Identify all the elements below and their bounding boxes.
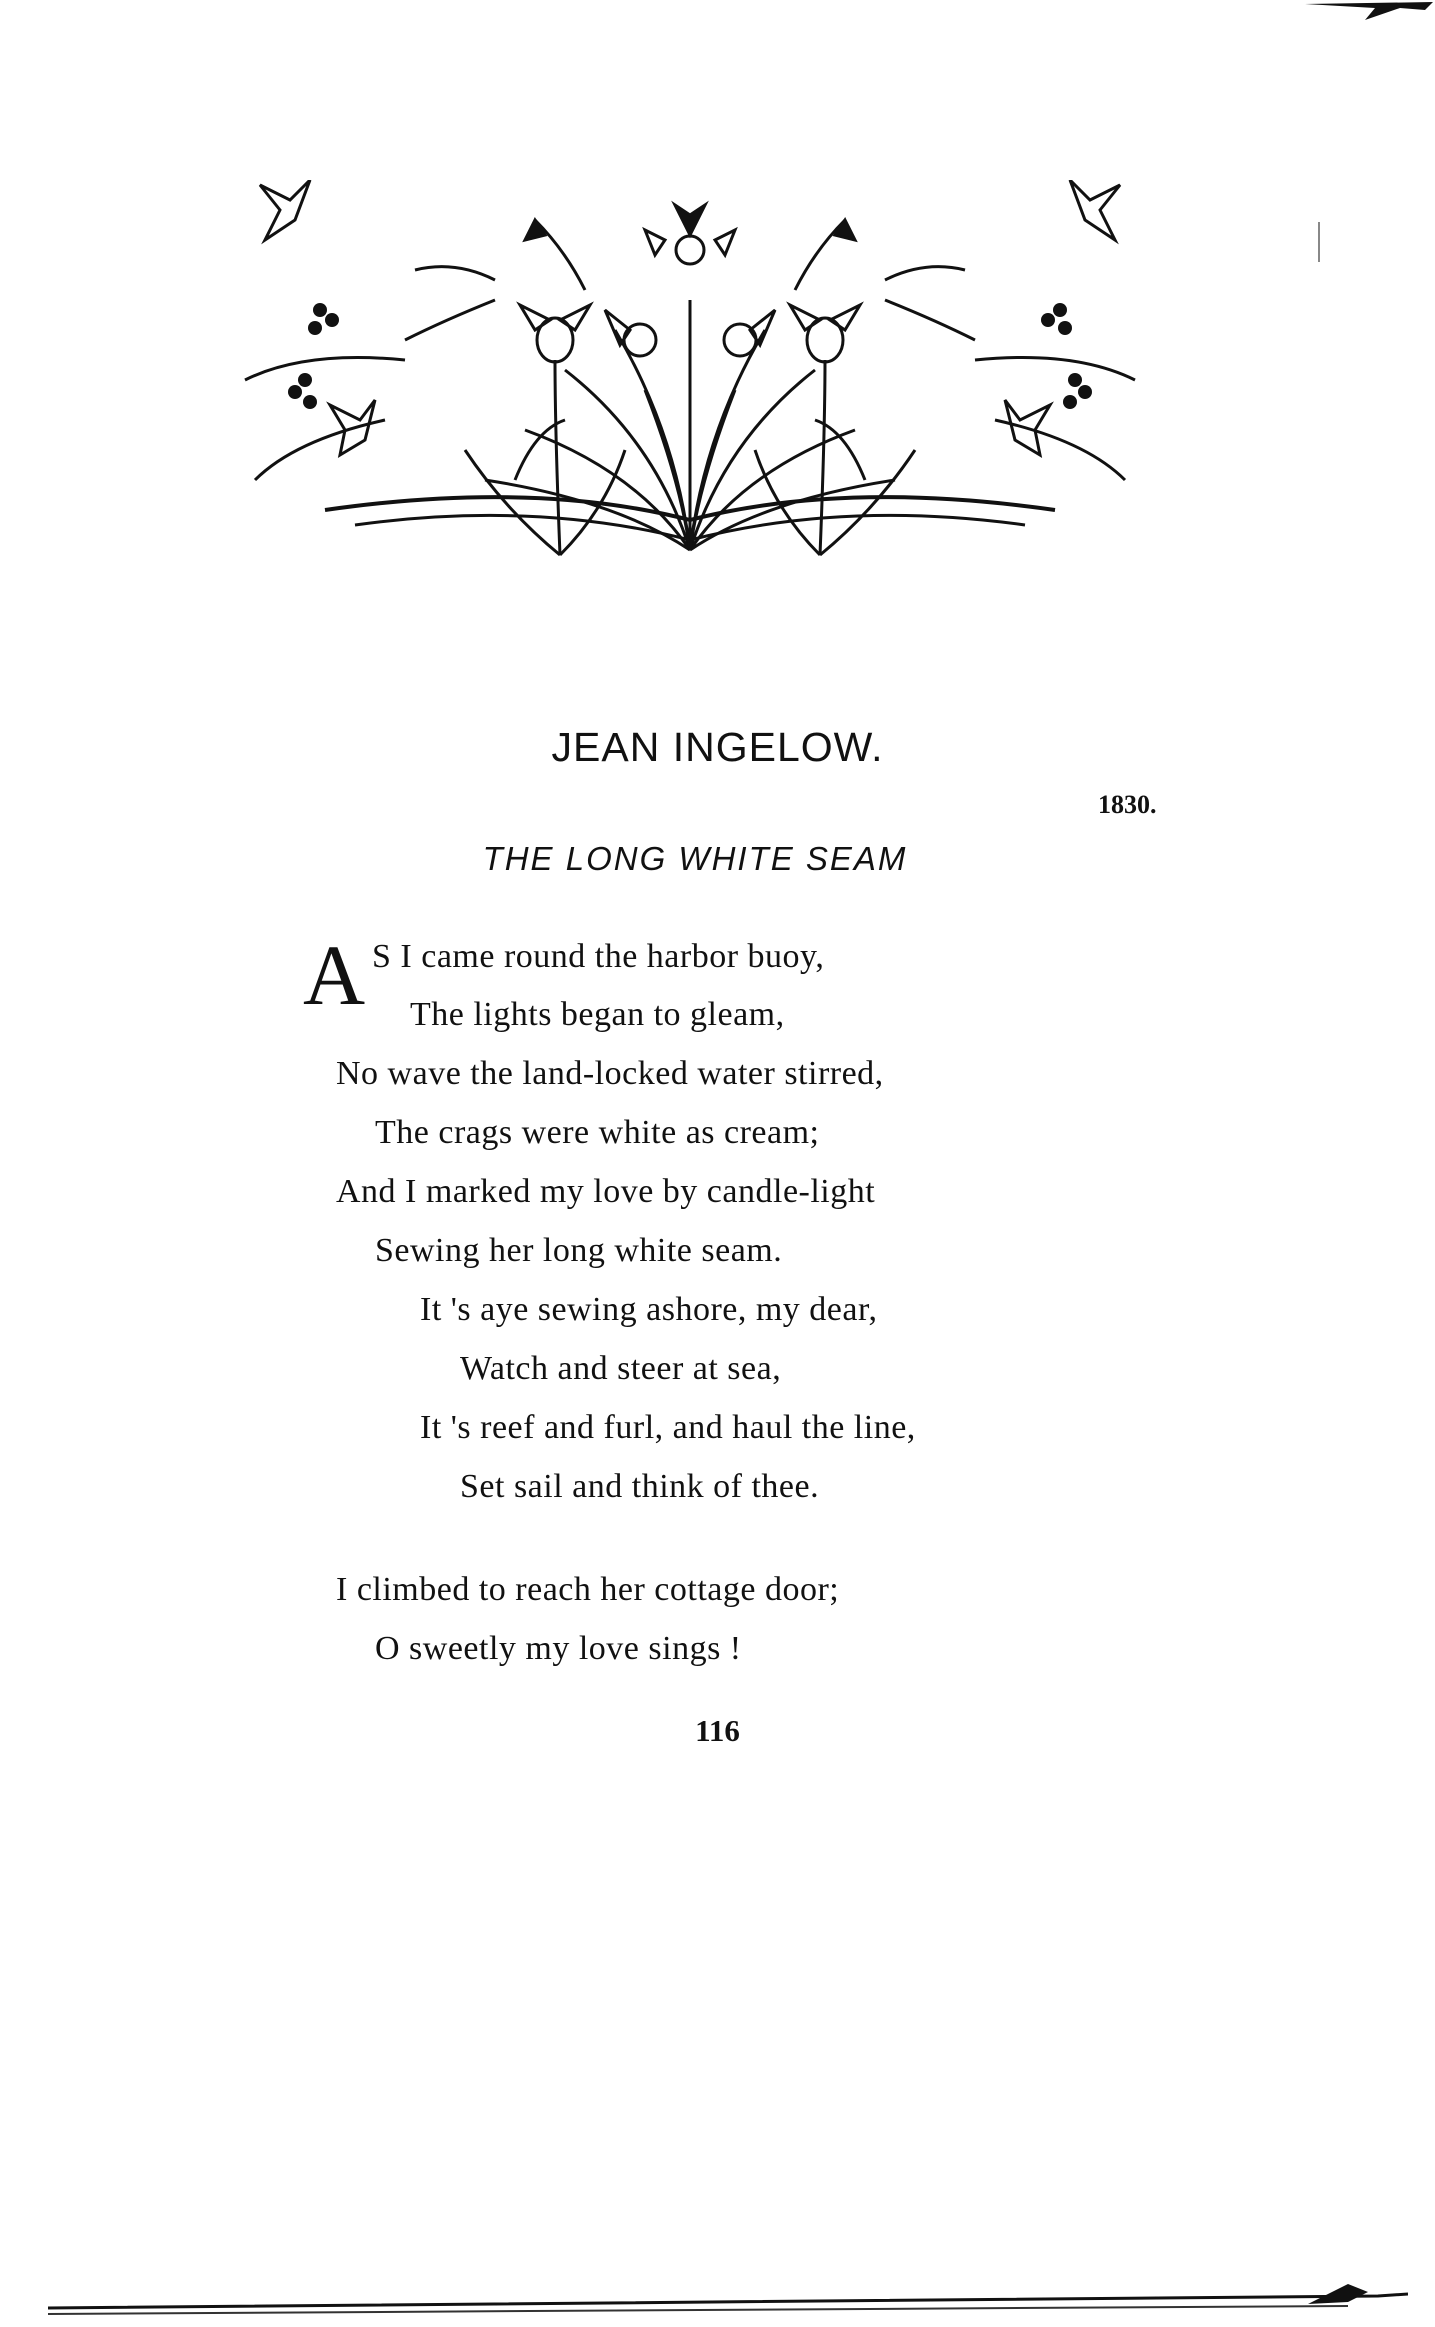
poem-line: I climbed to reach her cottage door; xyxy=(336,1571,840,1608)
poem-line: The crags were white as cream; xyxy=(375,1114,820,1151)
poem-line: S I came round the harbor buoy, xyxy=(372,938,825,975)
poem-line: Set sail and think of thee. xyxy=(460,1468,820,1505)
scan-mark xyxy=(1318,222,1320,262)
poem-line: No wave the land-locked water stirred, xyxy=(336,1055,884,1092)
poem-line: O sweetly my love sings ! xyxy=(375,1630,742,1667)
author-heading: JEAN INGELOW. xyxy=(551,724,884,770)
poem-line: It 's reef and furl, and haul the line, xyxy=(420,1409,916,1446)
page-number: 116 xyxy=(695,1713,740,1748)
floral-headpiece-icon xyxy=(235,180,1145,565)
poem-line: It 's aye sewing ashore, my dear, xyxy=(420,1291,878,1328)
drop-cap: A xyxy=(303,927,366,1023)
corner-mark-icon xyxy=(1305,0,1435,40)
poem-line: And I marked my love by candle-light xyxy=(336,1173,876,1210)
year-note: 1830. xyxy=(1098,790,1157,819)
bottom-rule-icon xyxy=(48,2278,1408,2318)
poem-line: Watch and steer at sea, xyxy=(460,1350,782,1387)
poem-title: THE LONG WHITE SEAM xyxy=(482,840,908,877)
poem-line: The lights began to gleam, xyxy=(410,996,785,1033)
poem-line: Sewing her long white seam. xyxy=(375,1232,783,1269)
